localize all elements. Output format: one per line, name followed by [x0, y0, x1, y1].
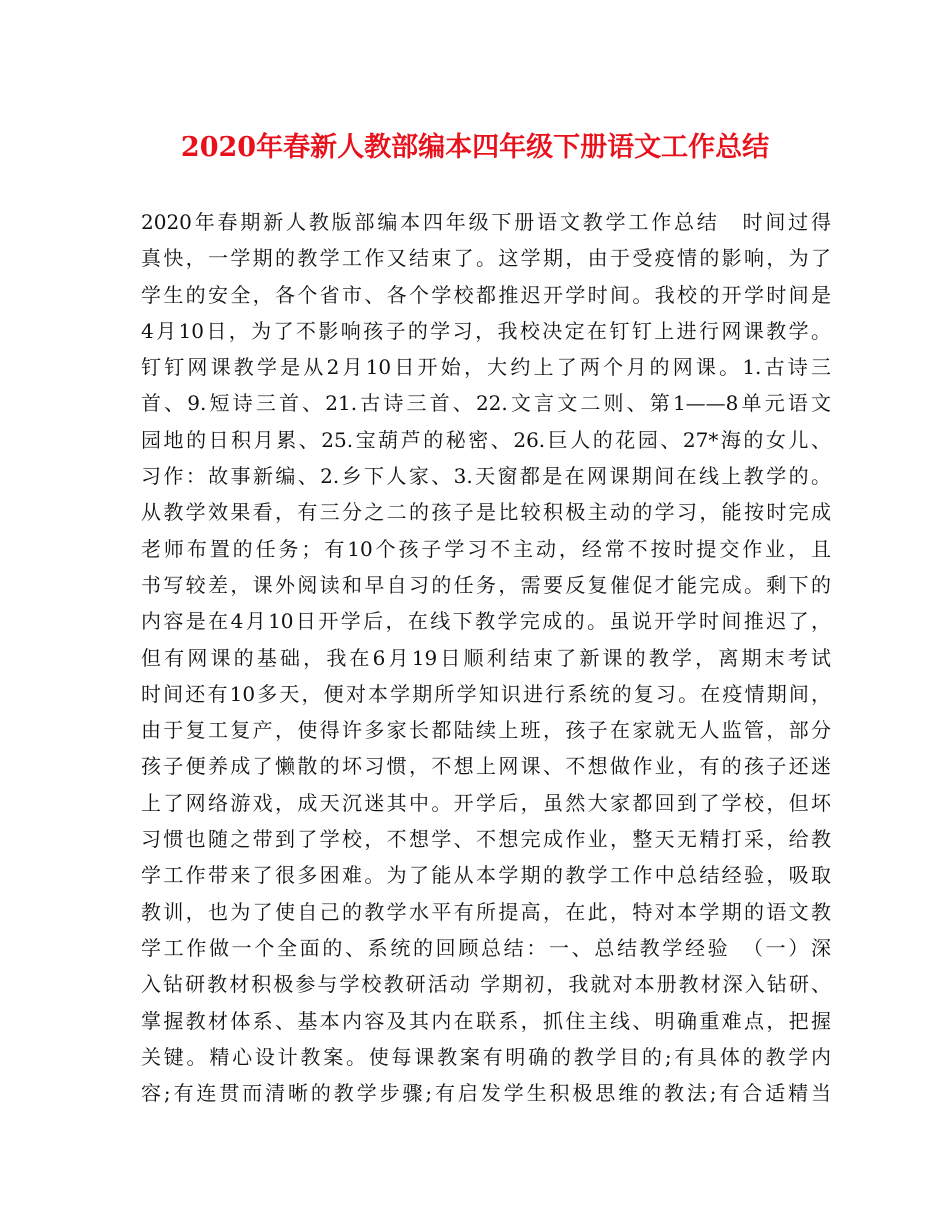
body-line: 钉钉网课教学是从2月10日开始，大约上了两个月的网课。1.古诗三 [141, 355, 831, 380]
body-line: 首、9.短诗三首、21.古诗三首、22.文言文二则、第1——8单元语文 [141, 391, 831, 416]
body-line: 教训，也为了使自己的教学水平有所提高，在此，特对本学期的语文教 [141, 899, 831, 924]
body-line: 学工作带来了很多困难。为了能从本学期的教学工作中总结经验，吸取 [141, 863, 831, 888]
body-line: 关键。精心设计教案。使每课教案有明确的教学目的;有具体的教学内 [141, 1044, 831, 1069]
document-body [141, 204, 831, 1111]
body-line: 容;有连贯而清晰的教学步骤;有启发学生积极思维的教法;有合适精当 [141, 1081, 831, 1106]
body-line: 时间还有10多天，便对本学期所学知识进行系统的复习。在疫情期间， [141, 681, 831, 706]
body-line: 但有网课的基础，我在6月19日顺利结束了新课的教学，离期末考试 [141, 645, 831, 670]
body-line: 学工作做一个全面的、系统的回顾总结：一、总结教学经验 （一）深 [141, 935, 831, 960]
body-line: 真快，一学期的教学工作又结束了。这学期，由于受疫情的影响，为了 [141, 246, 831, 271]
body-line: 园地的日积月累、25.宝葫芦的秘密、26.巨人的花园、27*海的女儿、 [141, 427, 831, 452]
body-line: 习惯也随之带到了学校，不想学、不想完成作业，整天无精打采，给教 [141, 827, 831, 852]
body-line: 由于复工复产，使得许多家长都陆续上班，孩子在家就无人监管，部分 [141, 718, 831, 743]
body-line: 书写较差，课外阅读和早自习的任务，需要反复催促才能完成。剩下的 [141, 572, 831, 597]
body-line: 入钻研教材积极参与学校教研活动 学期初，我就对本册教材深入钻研、 [141, 972, 831, 997]
body-line: 从教学效果看，有三分之二的孩子是比较积极主动的学习，能按时完成 [141, 500, 831, 525]
body-line: 学生的安全，各个省市、各个学校都推迟开学时间。我校的开学时间是 [141, 282, 831, 307]
body-line: 习作：故事新编、2.乡下人家、3.天窗都是在网课期间在线上教学的。 [141, 464, 831, 489]
document-title: 2020年春新人教部编本四年级下册语文工作总结 [180, 132, 770, 163]
body-line: 上了网络游戏，成天沉迷其中。开学后，虽然大家都回到了学校，但坏 [141, 790, 831, 815]
body-line: 4月10日，为了不影响孩子的学习，我校决定在钉钉上进行网课教学。 [141, 318, 831, 343]
body-line: 掌握教材体系、基本内容及其内在联系，抓住主线、明确重难点，把握 [141, 1008, 831, 1033]
body-line: 2020年春期新人教版部编本四年级下册语文教学工作总结 时间过得 [141, 210, 831, 234]
body-line: 老师布置的任务；有10个孩子学习不主动，经常不按时提交作业，且 [141, 536, 831, 561]
body-line: 内容是在4月10日开学后，在线下教学完成的。虽说开学时间推迟了， [141, 609, 831, 634]
body-line: 孩子便养成了懒散的坏习惯，不想上网课、不想做作业，有的孩子还迷 [141, 754, 831, 779]
